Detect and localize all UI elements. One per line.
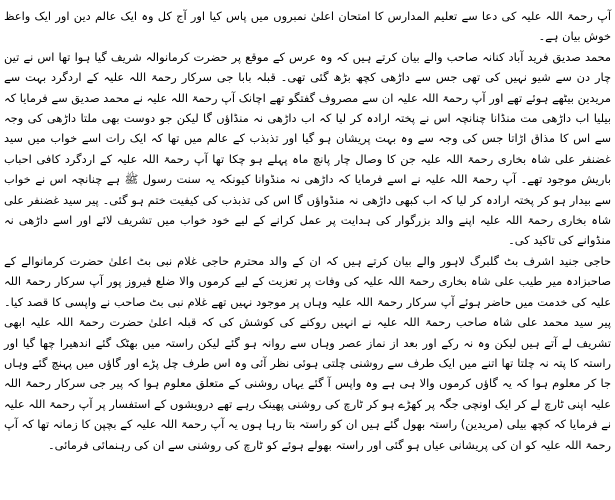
paragraph-1: آپ رحمۃ اللہ علیہ کی دعا سے تعلیم المدارس کا امتحان اعلیٰ نمبروں میں پاس کیا اور آج کل وہ ایک عالم دین اور ایک واعظ خوش بیان ہے۔ [4, 9, 611, 44]
paragraph-2: محمد صدیق فرید آباد کنانہ صاحب والے بیان کرتے ہیں کہ وہ عرس کے موقع پر حضرت کرمانوالہ شریف گیا ہوا تھا اس نے تین چار دن سے شیو نہیں کی تھی جس سے داڑھی کچھ بڑھ گئی تھی۔ قبلہ بابا جی سرکار رحمۃ اللہ علیہ کے اردگرد بہت سے مریدین بیٹھے ہوئے تھے اور آپ رحمۃ اللہ علیہ ان سے مصروف گفتگو تھے اچانک آپ رحمۃ اللہ علیہ نے محمد صدیق سے فرمایا کہ بیلیا اب داڑھی مت منڈانا چنانچہ اس نے پختہ ارادہ کر لیا کہ اب داڑھی نہ منڈاؤں گا لیکن جو دوست بھی ملتا داڑھی کی وجہ سے اس کا مذاق اڑاتا جس کی وجہ سے وہ بہت پریشان ہو گیا اور تذبذب کے عالم میں تھا کہ ایک رات اسے خواب میں سید غضنفر علی شاہ بخاری رحمۃ اللہ علیہ جن کا وصال چار پانچ ماہ پہلے ہو چکا تھا آپ رحمۃ اللہ علیہ کے اردگرد کافی احباب باریش موجود تھے۔ آپ رحمۃ اللہ علیہ نے اسے فرمایا کہ داڑھی نہ منڈوانا کیونکہ یہ سنت رسول ﷺ ہے چنانچہ اس نے خواب سے بیدار ہو کر پختہ ارادہ کر لیا کہ اب کبھی داڑھی نہ منڈواؤں گا اس کی تذبذب کی کیفیت ختم ہو گئی۔ پیر سید غضنفر علی شاہ بخاری رحمۃ اللہ علیہ اپنے والد بزرگوار کی ہدایت پر عمل کرانے کے لیے خود خواب میں تشریف لائے اور اسے داڑھی نہ منڈوانے کی تاکید کی۔ [4, 49, 611, 248]
paragraph-3: حاجی جنید اشرف بٹ گلبرگ لاہور والے بیان کرتے ہیں کہ ان کے والد محترم حاجی غلام نبی بٹ اعلیٰ حضرت کرمانوالے کے صاحبزادہ میر طیب علی شاہ بخاری رحمۃ اللہ علیہ کی وفات پر تعزیت کے لیے کرموں والا ضلع فیروز پور آپ سرکار رحمۃ اللہ علیہ کی خدمت میں حاضر ہوئے آپ سرکار رحمۃ اللہ علیہ وہاں پر موجود نہیں تھے غلام نبی بٹ صاحب نے واپسی کا قصد کیا۔ پیر سید محمد علی شاہ صاحب رحمۃ اللہ علیہ نے انہیں روکنے کی کوشش کی کہ قبلہ اعلیٰ حضرت رحمۃ اللہ علیہ ابھی تشریف لے آتے ہیں لیکن وہ نہ رکے اور بعد از نماز عصر وہاں سے روانہ ہو گئے لیکن راستہ میں بھٹک گئے اندھیرا چھا گیا اور راستہ کا پتہ نہ چلتا تھا اتنے میں ایک طرف سے روشنی چلتی ہوئی نظر آئی وہ اس طرف چل پڑے اور گاؤں میں پہنچ گئے وہاں جا کر معلوم ہوا کہ یہ گاؤں کرموں والا ہی ہے وہ واپس آ گئے یہاں روشنی کے متعلق معلوم ہوا کہ پیر جی سرکار رحمۃ اللہ علیہ اپنی ٹارچ لے کر ایک اونچی جگہ پر کھڑے ہو کر ٹارچ کی روشنی پھینک رہے تھے درویشوں کے استفسار پر آپ رحمۃ اللہ علیہ نے فرمایا کہ کچھ بیلی (مریدین) راستہ بھول گئے ہیں ان کو راستہ بتا رہا ہوں یہ آپ رحمۃ اللہ علیہ کے بچپن کا زمانہ تھا کہ آپ رحمۃ اللہ علیہ کو ان کی پریشانی عیاں ہو گئی اور راستہ بھولے ہوئے کو ٹارچ کی روشنی سے ان کی رہنمائی فرمائی۔ [4, 253, 611, 452]
